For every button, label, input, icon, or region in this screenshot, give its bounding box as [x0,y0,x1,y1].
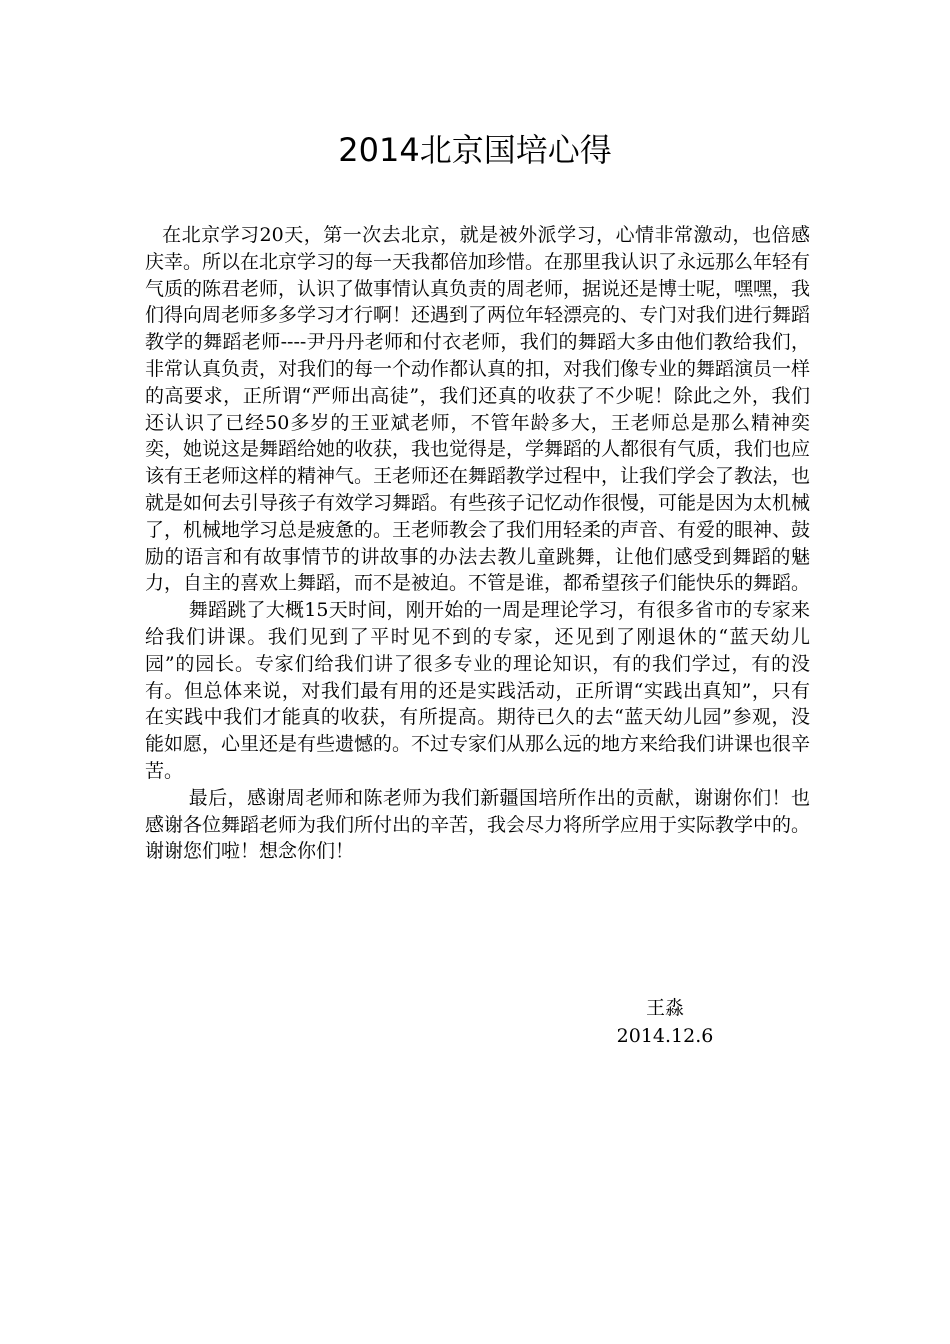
author-name: 王淼 [645,997,684,1019]
document-body [145,222,810,865]
paragraph-1: 在北京学习20天，第一次去北京，就是被外派学习，心情非常激动，也倍感庆幸。所以在北京学习的每一天我都倍加珍惜。在那里我认识了永远那么年轻有气质的陈君老师，认识了做事情认真负责的周老师，据说还是博士呢，嘿嘿，我们得向周老师多多学习才行啊！还遇到了两位年轻漂亮的、专门对我们进行舞蹈教学的舞蹈老师----尹丹丹老师和付衣老师，我们的舞蹈大多由他们教给我们，非常认真负责，对我们的每一个动作都认真的扣，对我们像专业的舞蹈演员一样的高要求，正所谓“严师出高徒”，我们还真的收获了不少呢！除此之外，我们还认识了已经50多岁的王亚斌老师，不管年龄多大，王老师总是那么精神奕奕，她说这是舞蹈给她的收获，我也觉得是，学舞蹈的人都很有气质，我们也应该有王老师这样的精神气。王老师还在舞蹈教学过程中，让我们学会了教法，也就是如何去引导孩子有效学习舞蹈。有些孩子记忆动作很慢，可能是因为太机械了，机械地学习总是疲惫的。王老师教会了我们用轻柔的声音、有爱的眼神、鼓励的语言和有故事情节的讲故事的办法去教儿童跳舞，让他们感受到舞蹈的魅力，自主的喜欢上舞蹈，而不是被迫。不管是谁，都希望孩子们能快乐的舞蹈。 [145,224,811,595]
document-date: 2014.12.6 [616,1025,714,1047]
page-title: 2014北京国培心得 [338,131,612,169]
signature-block [600,994,730,1050]
paragraph-2: 舞蹈跳了大概15天时间，刚开始的一周是理论学习，有很多省市的专家来给我们讲课。我们见到了平时见不到的专家，还见到了刚退休的“蓝天幼儿园”的园长。专家们给我们讲了很多专业的理论知识，有的我们学过，有的没有。但总体来说，对我们最有用的还是实践活动，正所谓“实践出真知”，只有在实践中我们才能真的收获，有所提高。期待已久的去“蓝天幼儿园”参观，没能如愿，心里还是有些遗憾的。不过专家们从那么远的地方来给我们讲课也很辛苦。 [145,599,811,782]
paragraph-3: 最后，感谢周老师和陈老师为我们新疆国培所作出的贡献，谢谢你们！也感谢各位舞蹈老师为我们所付出的辛苦，我会尽力将所学应用于实际教学中的。谢谢您们啦！想念你们！ [145,786,811,863]
